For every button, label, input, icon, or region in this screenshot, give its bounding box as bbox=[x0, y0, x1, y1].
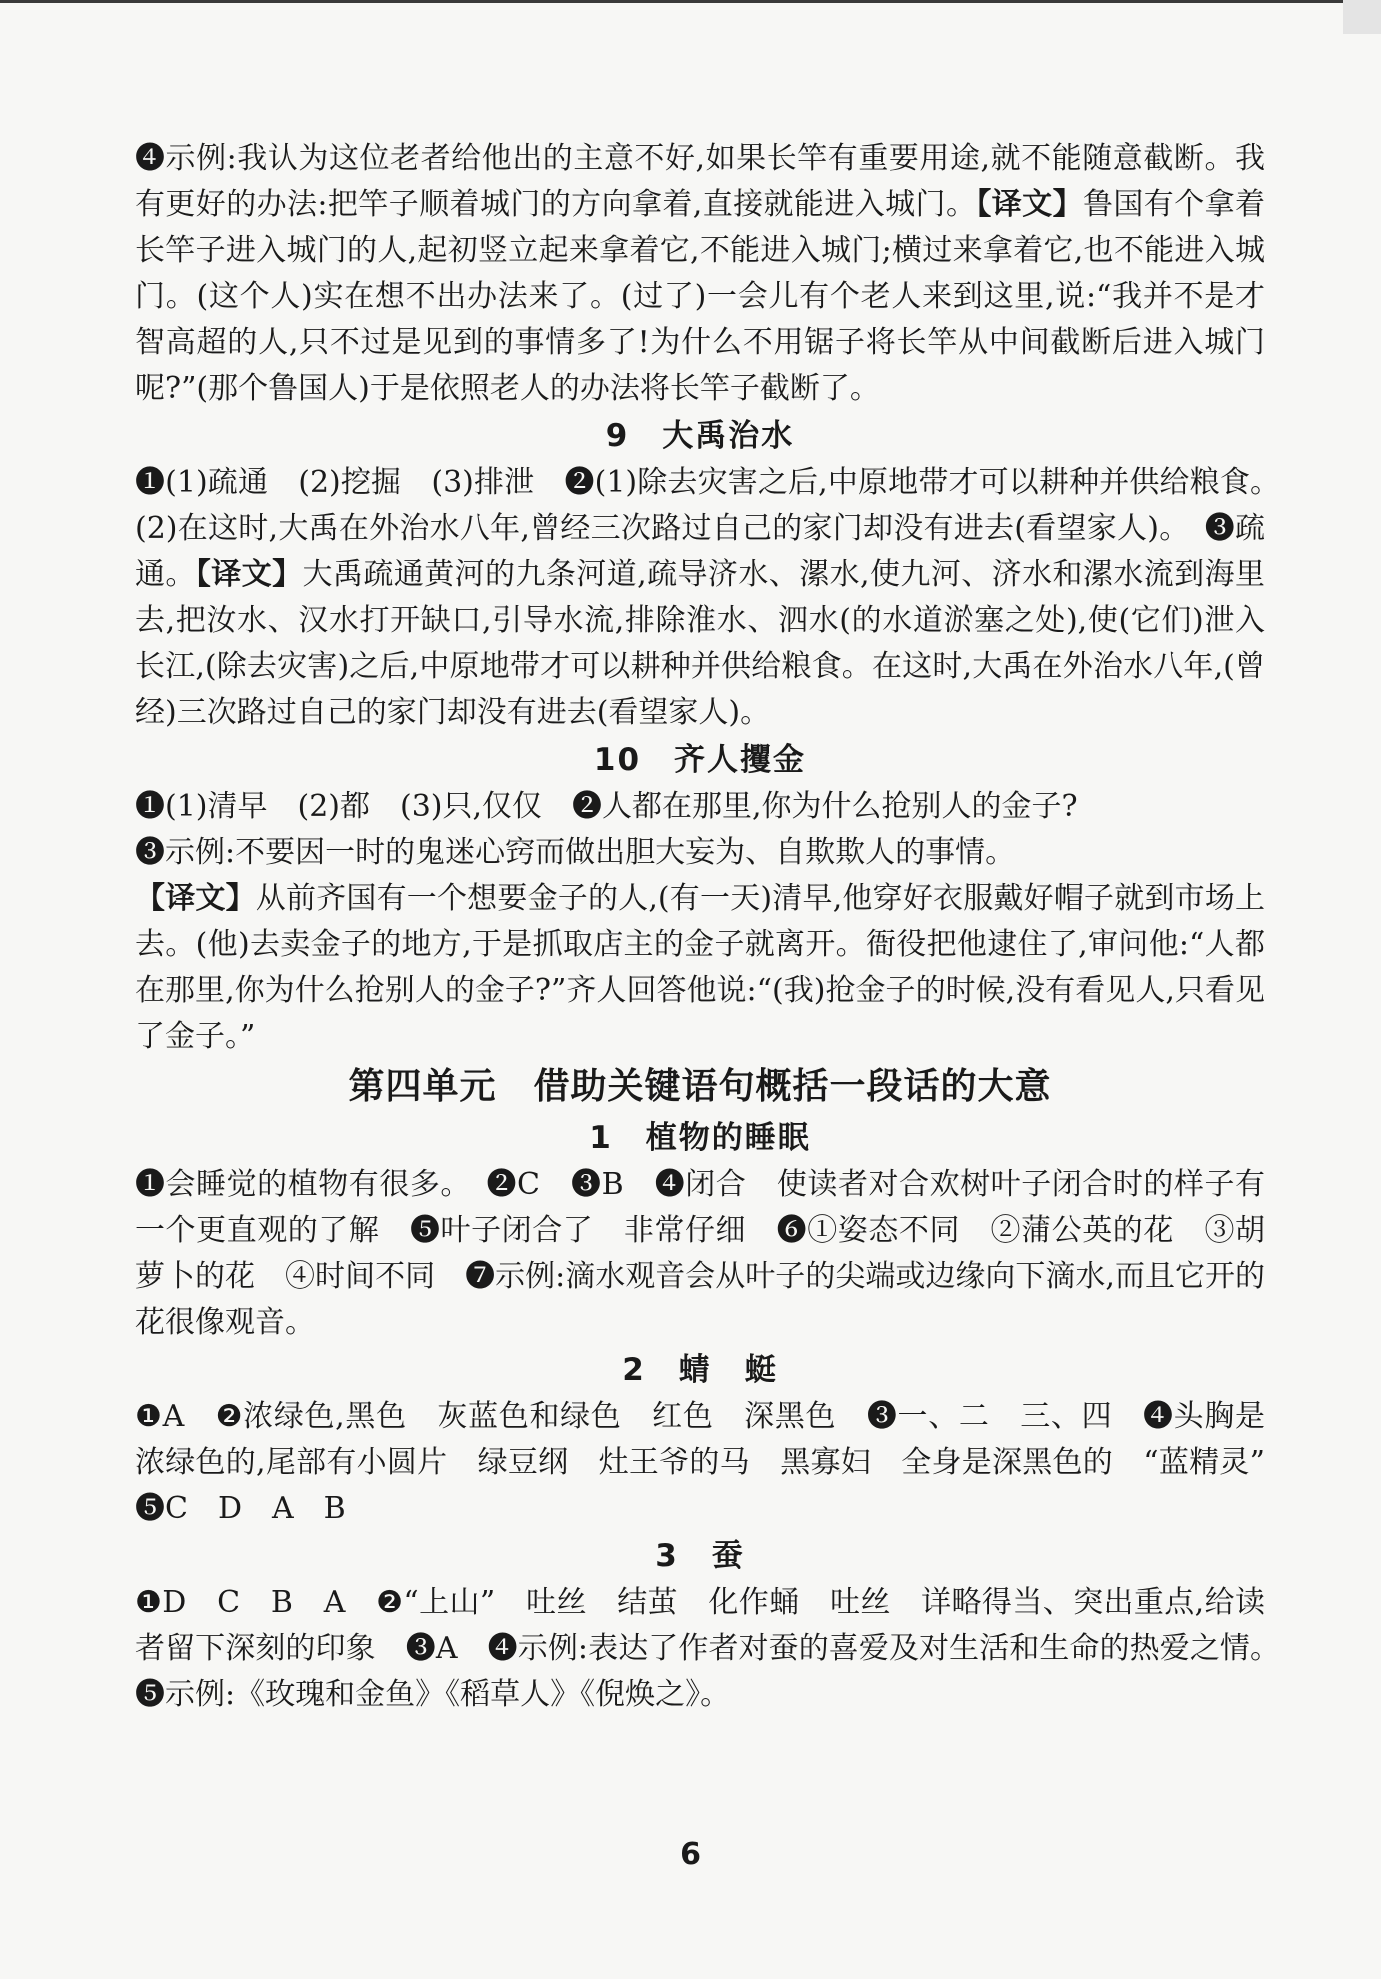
section-heading-4-1: 1 植物的睡眠 bbox=[589, 1120, 811, 1156]
answer-paragraph-4-1: ❶会睡觉的植物有很多。 ❷C ❸B ❹闭合 使读者对合欢树叶子闭合时的样子有一个更直观的了解 ❺叶子闭合了 非常仔细 ❻①姿态不同 ②蒲公英的花 ③胡萝卜的花 ④时间不同 ❼示例:滴水观音会从叶子的尖端或边缘向下滴水,而且它开的花很像观音。 bbox=[135, 1167, 1265, 1340]
translation-tag: 【译文】 bbox=[976, 187, 1083, 222]
section-heading-10: 10 齐人攫金 bbox=[593, 742, 807, 778]
translation-text: 鲁国有个拿着长竿子进入城门的人,起初竖立起来拿着它,不能进入城门;横过来拿着它,也不能进入城门。(这个人)实在想不出办法来了。(过了)一会儿有个老人来到这里,说:“我并不是才智高超的人,只不过是见到的事情多了!为什么不用锯子将长竿从中间截断后进入城门呢?”(那个鲁国人)于是依照老人的办法将长竿子截断了。 bbox=[135, 187, 1266, 406]
translation-text: 从前齐国有一个想要金子的人,(有一天)清早,他穿好衣服戴好帽子就到市场上去。(他)去卖金子的地方,于是抓取店主的金子就离开。衙役把他逮住了,审问他:“人都在那里,你为什么抢别人的金子?”齐人回答他说:“(我)抢金子的时候,没有看见人,只看见了金子。” bbox=[135, 881, 1266, 1054]
top-border-line bbox=[0, 0, 1381, 3]
answer-paragraph-9 bbox=[135, 460, 1295, 736]
answer-content bbox=[135, 136, 1295, 1718]
answer-paragraph-10a: ❶(1)清早 (2)都 (3)只,仅仅 ❷人都在那里,你为什么抢别人的金子? bbox=[135, 789, 1078, 824]
answer-paragraph-10b: ❸示例:不要因一时的鬼迷心窍而做出胆大妄为、自欺欺人的事情。 bbox=[135, 835, 1016, 870]
translation-tag: 【译文】 bbox=[135, 881, 256, 916]
section-heading-4-2: 2 蜻 蜓 bbox=[622, 1352, 778, 1388]
corner-fold bbox=[1343, 0, 1381, 34]
translation-tag: 【译文】 bbox=[195, 557, 303, 592]
answer-paragraph-4-3: ❶D C B A ❷“上山” 吐丝 结茧 化作蛹 吐丝 详略得当、突出重点,给读者留下深刻的印象 ❸A ❹示例:表达了作者对蚕的喜爱及对生活和生命的热爱之情。 ❺示例:《玫瑰和金鱼》《稻草人》《倪焕之》。 bbox=[135, 1585, 1295, 1712]
translation-text: 大禹疏通黄河的九条河道,疏导济水、漯水,使九河、济水和漯水流到海里去,把汝水、汉水打开缺口,引导水流,排除淮水、泗水(的水道淤塞之处),使(它们)泄入长江,(除去灾害)之后,中原地带才可以耕种并供给粮食。在这时,大禹在外治水八年,(曾经)三次路过自己的家门却没有进去(看望家人)。 bbox=[135, 557, 1266, 730]
translation-paragraph-10 bbox=[135, 876, 1265, 1060]
page-number: 6 bbox=[680, 1837, 701, 1872]
section-heading-9: 9 大禹治水 bbox=[605, 418, 795, 454]
answer-text: ❹示例:我认为这位老者给他出的主意不好,如果长竿有重要用途,就不能随意截断。我有更好的办法:把竿子顺着城门的方向拿着,直接就能进入城门。 bbox=[135, 141, 1265, 222]
answer-text: ❶(1)疏通 (2)挖掘 (3)排泄 ❷(1)除去灾害之后,中原地带才可以耕种并供给粮食。 (2)在这时,大禹在外治水八年,曾经三次路过自己的家门却没有进去(看望家人)。 ❸疏通。 bbox=[135, 465, 1295, 592]
unit-heading-4: 第四单元 借助关键语句概括一段话的大意 bbox=[348, 1066, 1052, 1107]
answer-paragraph-8-4 bbox=[135, 136, 1265, 412]
section-heading-4-3: 3 蚕 bbox=[655, 1538, 745, 1574]
answer-paragraph-4-2: ❶A ❷浓绿色,黑色 灰蓝色和绿色 红色 深黑色 ❸一、二 三、四 ❹头胸是浓绿色的,尾部有小圆片 绿豆纲 灶王爷的马 黑寡妇 全身是深黑色的 “蓝精灵” ❺C D A B bbox=[135, 1399, 1295, 1526]
